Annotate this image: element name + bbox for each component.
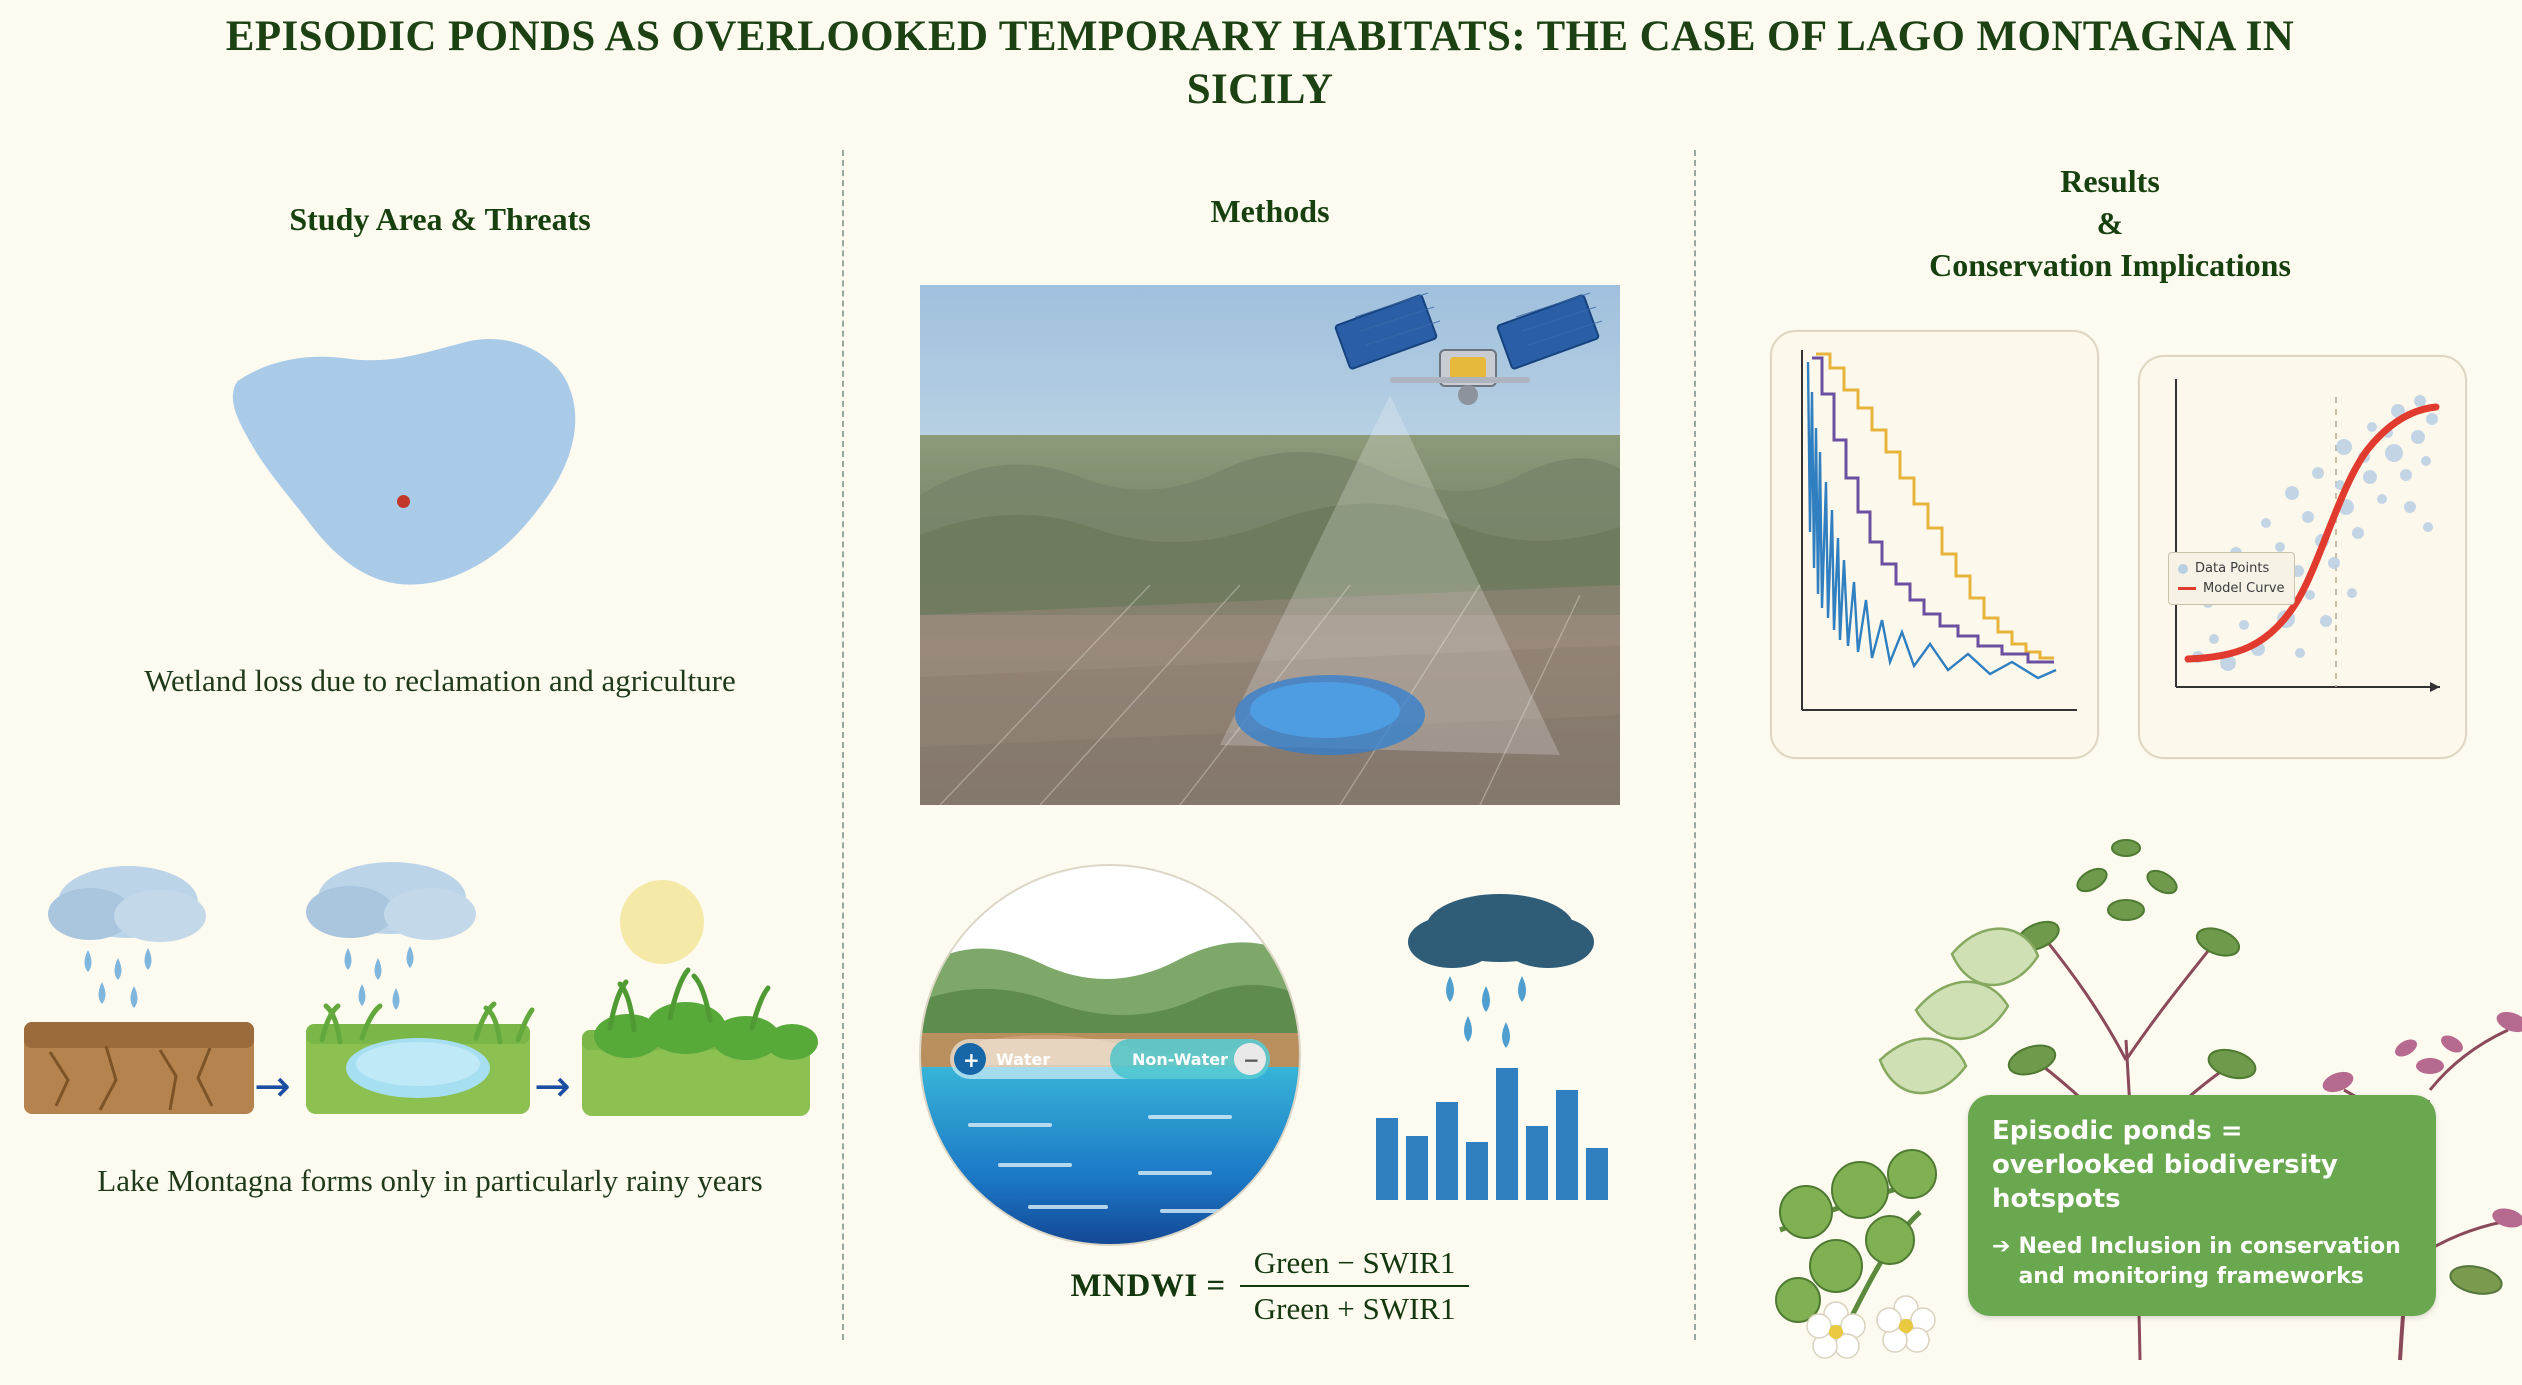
chart-hydroperiod-curves [1770,330,2099,759]
caption-wetland-loss: Wetland loss due to reclamation and agriculture [144,663,736,698]
column-divider-right [1694,150,1696,1340]
mndwi-formula [900,1245,1640,1327]
results-heading-line2: & [2096,205,2124,242]
satellite-icon [1335,293,1602,405]
legend-entry-model-curve [2178,579,2285,599]
callout-main-text: Episodic ponds = overlooked biodiversity hotspots [1992,1116,2338,1214]
rain-cloud-icon [1408,894,1594,1048]
results-heading-line3: Conservation Implications [1929,247,2291,284]
pond-formation-sequence [10,840,830,1140]
chart-model-fit-scatter [2138,355,2467,759]
detected-pond [1235,675,1425,755]
scatter-points [2192,395,2438,671]
page-title: EPISODIC PONDS AS OVERLOOKED TEMPORARY HABITATS: THE CASE OF LAGO MONTAGNA IN SICILY [225,13,2295,114]
callout-sub [1992,1232,2412,1292]
rainfall-bar-chart-illustration [1370,880,1630,1210]
legend-label-model-curve: Model Curve [2203,580,2285,596]
section-heading-results [1760,160,2460,287]
sequence-arrow-2: → [534,1061,571,1112]
study-site-marker [397,495,410,508]
legend-entry-data-points [2178,559,2285,579]
results-heading-line1: Results [2060,163,2160,199]
section-heading-study-area: Study Area & Threats [289,201,591,237]
legend-line-icon [2178,587,2196,590]
section-heading-methods: Methods [1210,193,1330,229]
stage-pond-forming [306,862,532,1114]
formula-name: MNDWI = [1070,1267,1226,1304]
toggle-plus-icon[interactable]: + [963,1048,980,1072]
white-flowers [1807,1296,1935,1358]
toggle-label-non-water: Non-Water [1132,1050,1228,1069]
callout-arrow-icon: ➔ [1992,1234,2011,1260]
formula-numerator: Green − SWIR1 [1253,1245,1456,1280]
toggle-minus-icon[interactable]: − [1243,1048,1260,1072]
chart-legend [2168,552,2295,605]
sicily-map [200,320,680,630]
key-message-callout [1968,1095,2436,1316]
stage-vegetated [582,880,818,1116]
toggle-label-water: Water [996,1050,1051,1069]
caption-rainy-years: Lake Montagna forms only in particularly rainy years [97,1163,763,1198]
formula-denominator: Green + SWIR1 [1240,1285,1470,1327]
legend-label-data-points: Data Points [2195,561,2270,576]
legend-dot-icon [2178,564,2188,574]
sequence-arrow-1: → [254,1061,291,1112]
callout-sub-text: Need Inclusion in conservation and monitoring frameworks [2018,1234,2401,1290]
mndwi-water-mask-illustration [910,855,1310,1255]
stage-dry-soil [24,866,254,1114]
column-divider-left [842,150,844,1340]
rainfall-bars [1376,1068,1608,1200]
satellite-acquisition-image [920,285,1620,805]
